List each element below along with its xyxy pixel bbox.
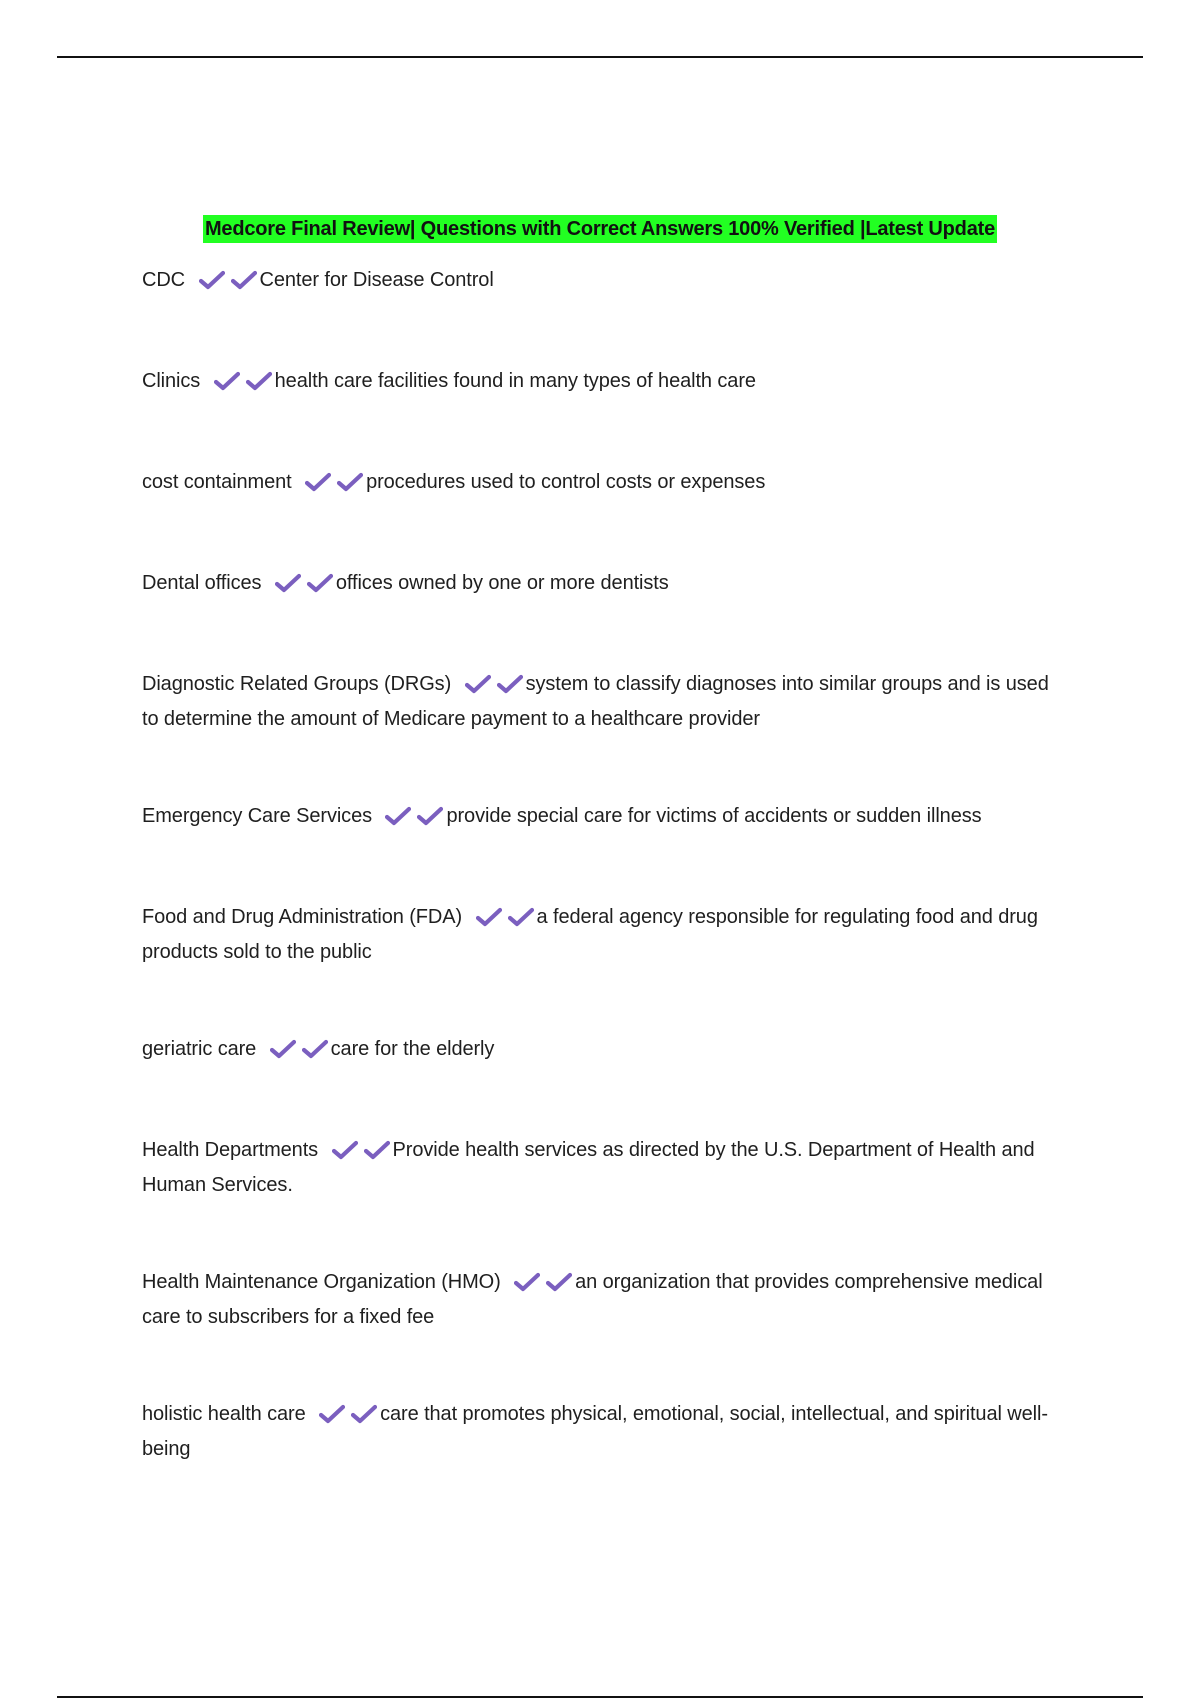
- entry-definition: care that promotes physical, emotional, social, intellectual, and spiritual well-being: [142, 1403, 1048, 1460]
- list-item: [142, 801, 1062, 836]
- double-check: [199, 269, 257, 300]
- checkmark-icon: [214, 371, 240, 391]
- checkmark-icon: [199, 270, 225, 290]
- double-check: [319, 1403, 377, 1434]
- entry-term: holistic health care: [142, 1403, 312, 1425]
- list-item: [142, 568, 1062, 603]
- checkmark-icon: [307, 573, 333, 593]
- list-item: [142, 265, 1062, 300]
- entry-term: Health Departments: [142, 1139, 324, 1161]
- entry-definition: procedures used to control costs or expenses: [366, 471, 766, 493]
- checkmark-icon: [514, 1272, 540, 1292]
- checkmark-icon: [275, 573, 301, 593]
- list-item: [142, 1399, 1062, 1465]
- entry-term: Diagnostic Related Groups (DRGs): [142, 673, 457, 695]
- document-title: Medcore Final Review| Questions with Correct Answers 100% Verified |Latest Update: [203, 215, 997, 243]
- entry-definition: an organization that provides comprehensive medical care to subscribers for a fixed fee: [142, 1271, 1043, 1328]
- list-item: [142, 902, 1062, 968]
- list-item: [142, 366, 1062, 401]
- checkmark-icon: [231, 270, 257, 290]
- list-item: [142, 669, 1062, 735]
- entry-definition: Center for Disease Control: [259, 269, 494, 291]
- double-check: [332, 1139, 390, 1170]
- double-check: [214, 370, 272, 401]
- checkmark-icon: [497, 674, 523, 694]
- list-item: [142, 467, 1062, 502]
- checkmark-icon: [364, 1140, 390, 1160]
- double-check: [476, 906, 534, 937]
- entry-term: cost containment: [142, 471, 298, 493]
- entry-term: Food and Drug Administration (FDA): [142, 906, 468, 928]
- checkmark-icon: [476, 907, 502, 927]
- entry-definition: a federal agency responsible for regulating food and drug products sold to the public: [142, 906, 1038, 963]
- double-check: [465, 673, 523, 704]
- entry-definition: Provide health services as directed by the U.S. Department of Health and Human Services.: [142, 1139, 1035, 1196]
- checkmark-icon: [351, 1404, 377, 1424]
- checkmark-icon: [417, 806, 443, 826]
- header-rule: [57, 56, 1143, 58]
- entry-definition: health care facilities found in many types of health care: [274, 370, 756, 392]
- title-block: [0, 215, 1200, 243]
- checkmark-icon: [337, 472, 363, 492]
- entry-term: Dental offices: [142, 572, 267, 594]
- checkmark-icon: [270, 1039, 296, 1059]
- entry-definition: provide special care for victims of accidents or sudden illness: [446, 805, 982, 827]
- list-item: [142, 1267, 1062, 1333]
- checkmark-icon: [546, 1272, 572, 1292]
- entry-term: CDC: [142, 269, 191, 291]
- entry-term: geriatric care: [142, 1038, 262, 1060]
- double-check: [385, 805, 443, 836]
- list-item: [142, 1034, 1062, 1069]
- entry-list: [142, 265, 1062, 1531]
- checkmark-icon: [246, 371, 272, 391]
- entry-term: Clinics: [142, 370, 206, 392]
- entry-definition: system to classify diagnoses into similar groups and is used to determine the amount of Medicare payment to a healthcare provider: [142, 673, 1049, 730]
- checkmark-icon: [302, 1039, 328, 1059]
- footer-rule: [57, 1696, 1143, 1698]
- double-check: [275, 572, 333, 603]
- double-check: [270, 1038, 328, 1069]
- entry-definition: offices owned by one or more dentists: [335, 572, 669, 594]
- double-check: [514, 1271, 572, 1302]
- checkmark-icon: [508, 907, 534, 927]
- checkmark-icon: [332, 1140, 358, 1160]
- checkmark-icon: [465, 674, 491, 694]
- entry-term: Health Maintenance Organization (HMO): [142, 1271, 507, 1293]
- double-check: [305, 471, 363, 502]
- checkmark-icon: [319, 1404, 345, 1424]
- entry-term: Emergency Care Services: [142, 805, 378, 827]
- list-item: [142, 1135, 1062, 1201]
- checkmark-icon: [385, 806, 411, 826]
- entry-definition: care for the elderly: [330, 1038, 495, 1060]
- checkmark-icon: [305, 472, 331, 492]
